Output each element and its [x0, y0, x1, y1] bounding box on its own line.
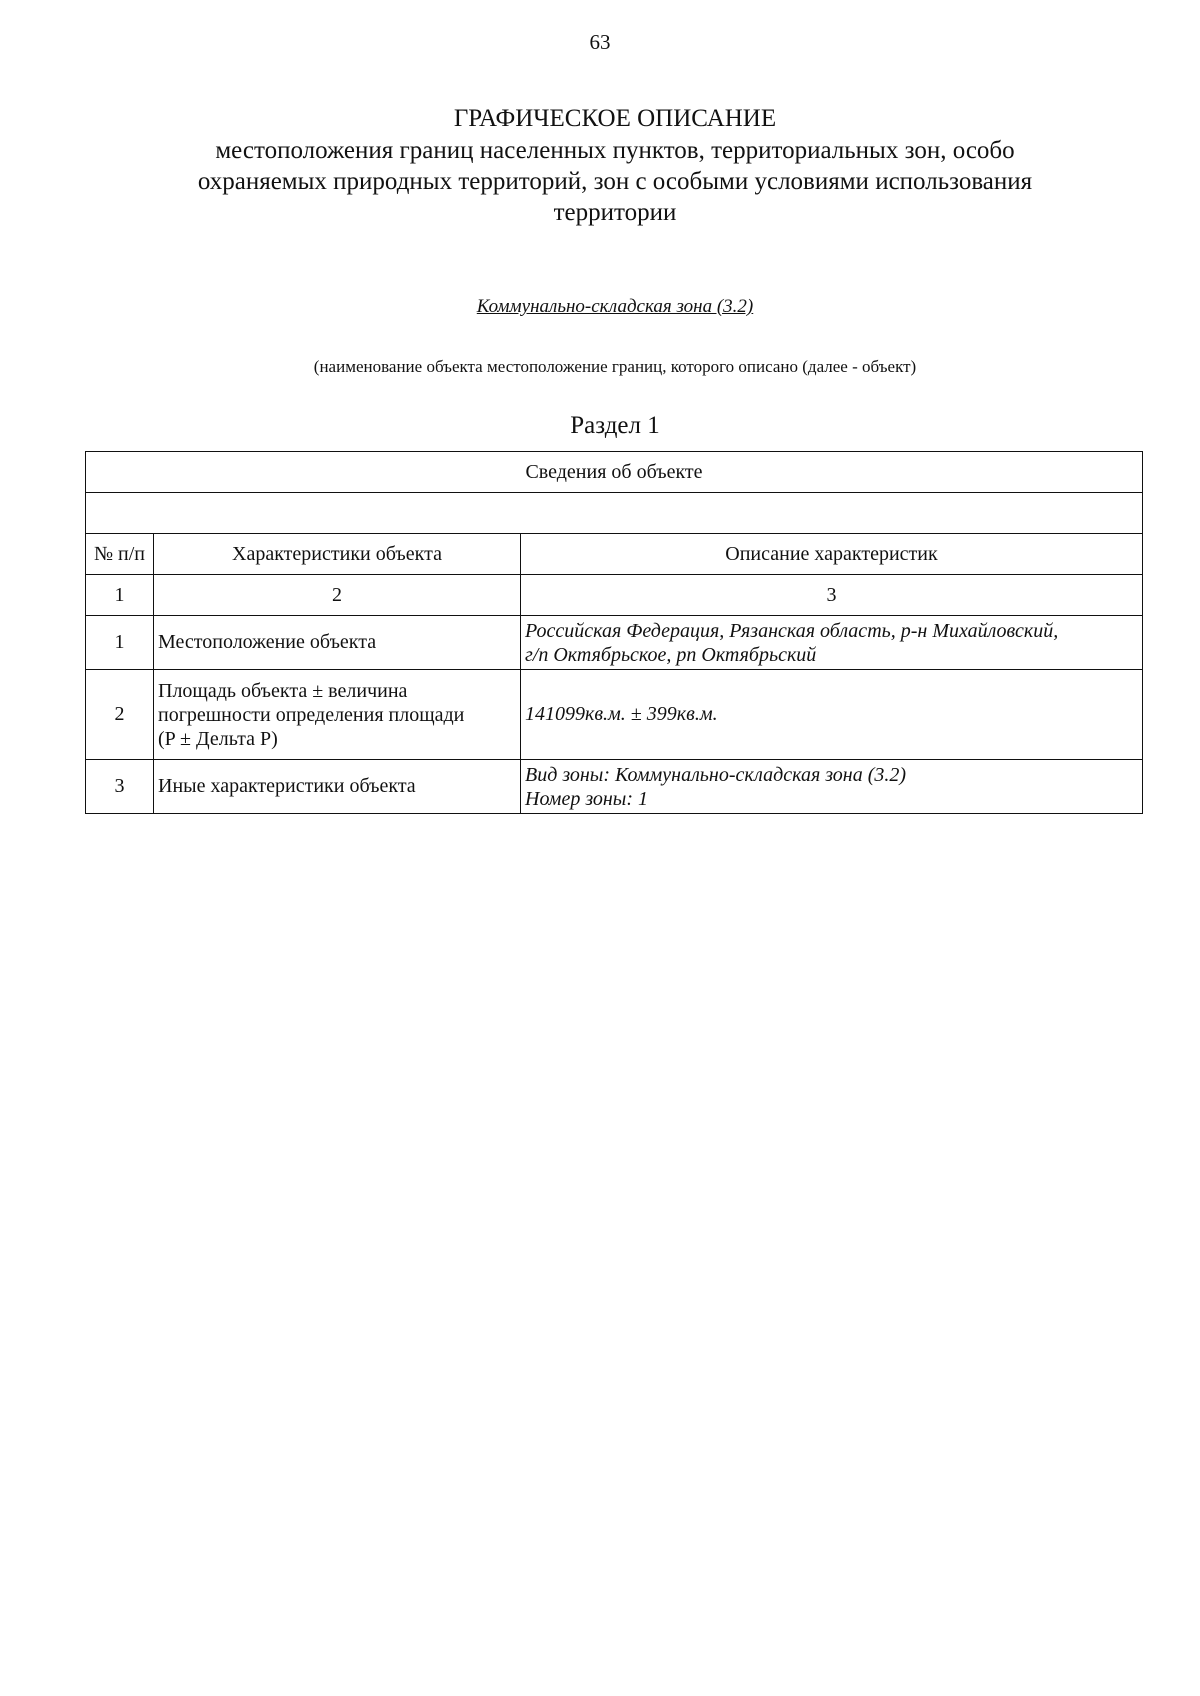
page-number: 63	[589, 30, 611, 54]
table-row	[86, 760, 1143, 814]
row-description: 141099кв.м. ± 399кв.м.	[521, 670, 1143, 760]
column-number: 2	[154, 575, 521, 616]
object-name: Коммунально-складская зона (3.2)	[476, 296, 754, 317]
characteristic-line: (P ± Дельта P)	[158, 727, 278, 750]
table-header: Сведения об объекте	[86, 452, 1143, 493]
table-header-row	[86, 452, 1143, 493]
object-info-table	[85, 451, 1143, 814]
object-caption: (наименование объекта местоположение границ, которого описано (далее - объект)	[313, 357, 917, 376]
table-row	[86, 670, 1143, 760]
title-line-2: охраняемых природных территорий, зон с особыми условиями использования	[197, 168, 1033, 195]
table-column-headers	[86, 534, 1143, 575]
characteristic-line: Площадь объекта ± величина	[158, 679, 408, 702]
row-characteristic: Иные характеристики объекта	[154, 760, 521, 814]
document-title	[100, 103, 1130, 228]
title-line-1: местоположения границ населенных пунктов, территориальных зон, особо	[215, 137, 1015, 164]
row-description	[521, 616, 1143, 670]
row-number: 1	[86, 616, 154, 670]
column-header-description: Описание характеристик	[521, 534, 1143, 575]
row-number: 2	[86, 670, 154, 760]
row-characteristic	[154, 670, 521, 760]
section-title: Раздел 1	[570, 412, 660, 439]
table-row	[86, 616, 1143, 670]
title-main: ГРАФИЧЕСКОЕ ОПИСАНИЕ	[453, 105, 777, 132]
characteristic-line: погрешности определения площади	[158, 703, 465, 726]
table-empty-row	[86, 493, 1143, 534]
column-number: 1	[86, 575, 154, 616]
table-empty-cell	[86, 493, 1143, 534]
column-header-characteristic: Характеристики объекта	[154, 534, 521, 575]
row-number: 3	[86, 760, 154, 814]
description-line: Номер зоны: 1	[525, 787, 648, 810]
table-column-numbers	[86, 575, 1143, 616]
description-line: г/п Октябрьское, рп Октябрьский	[525, 643, 817, 666]
column-number: 3	[521, 575, 1143, 616]
description-line: Российская Федерация, Рязанская область, р-н Михайловский,	[525, 619, 1059, 642]
row-description	[521, 760, 1143, 814]
description-line: Вид зоны: Коммунально-складская зона (3.2)	[525, 763, 907, 786]
row-characteristic: Местоположение объекта	[154, 616, 521, 670]
title-line-3: территории	[553, 199, 677, 226]
column-header-num: № п/п	[86, 534, 154, 575]
